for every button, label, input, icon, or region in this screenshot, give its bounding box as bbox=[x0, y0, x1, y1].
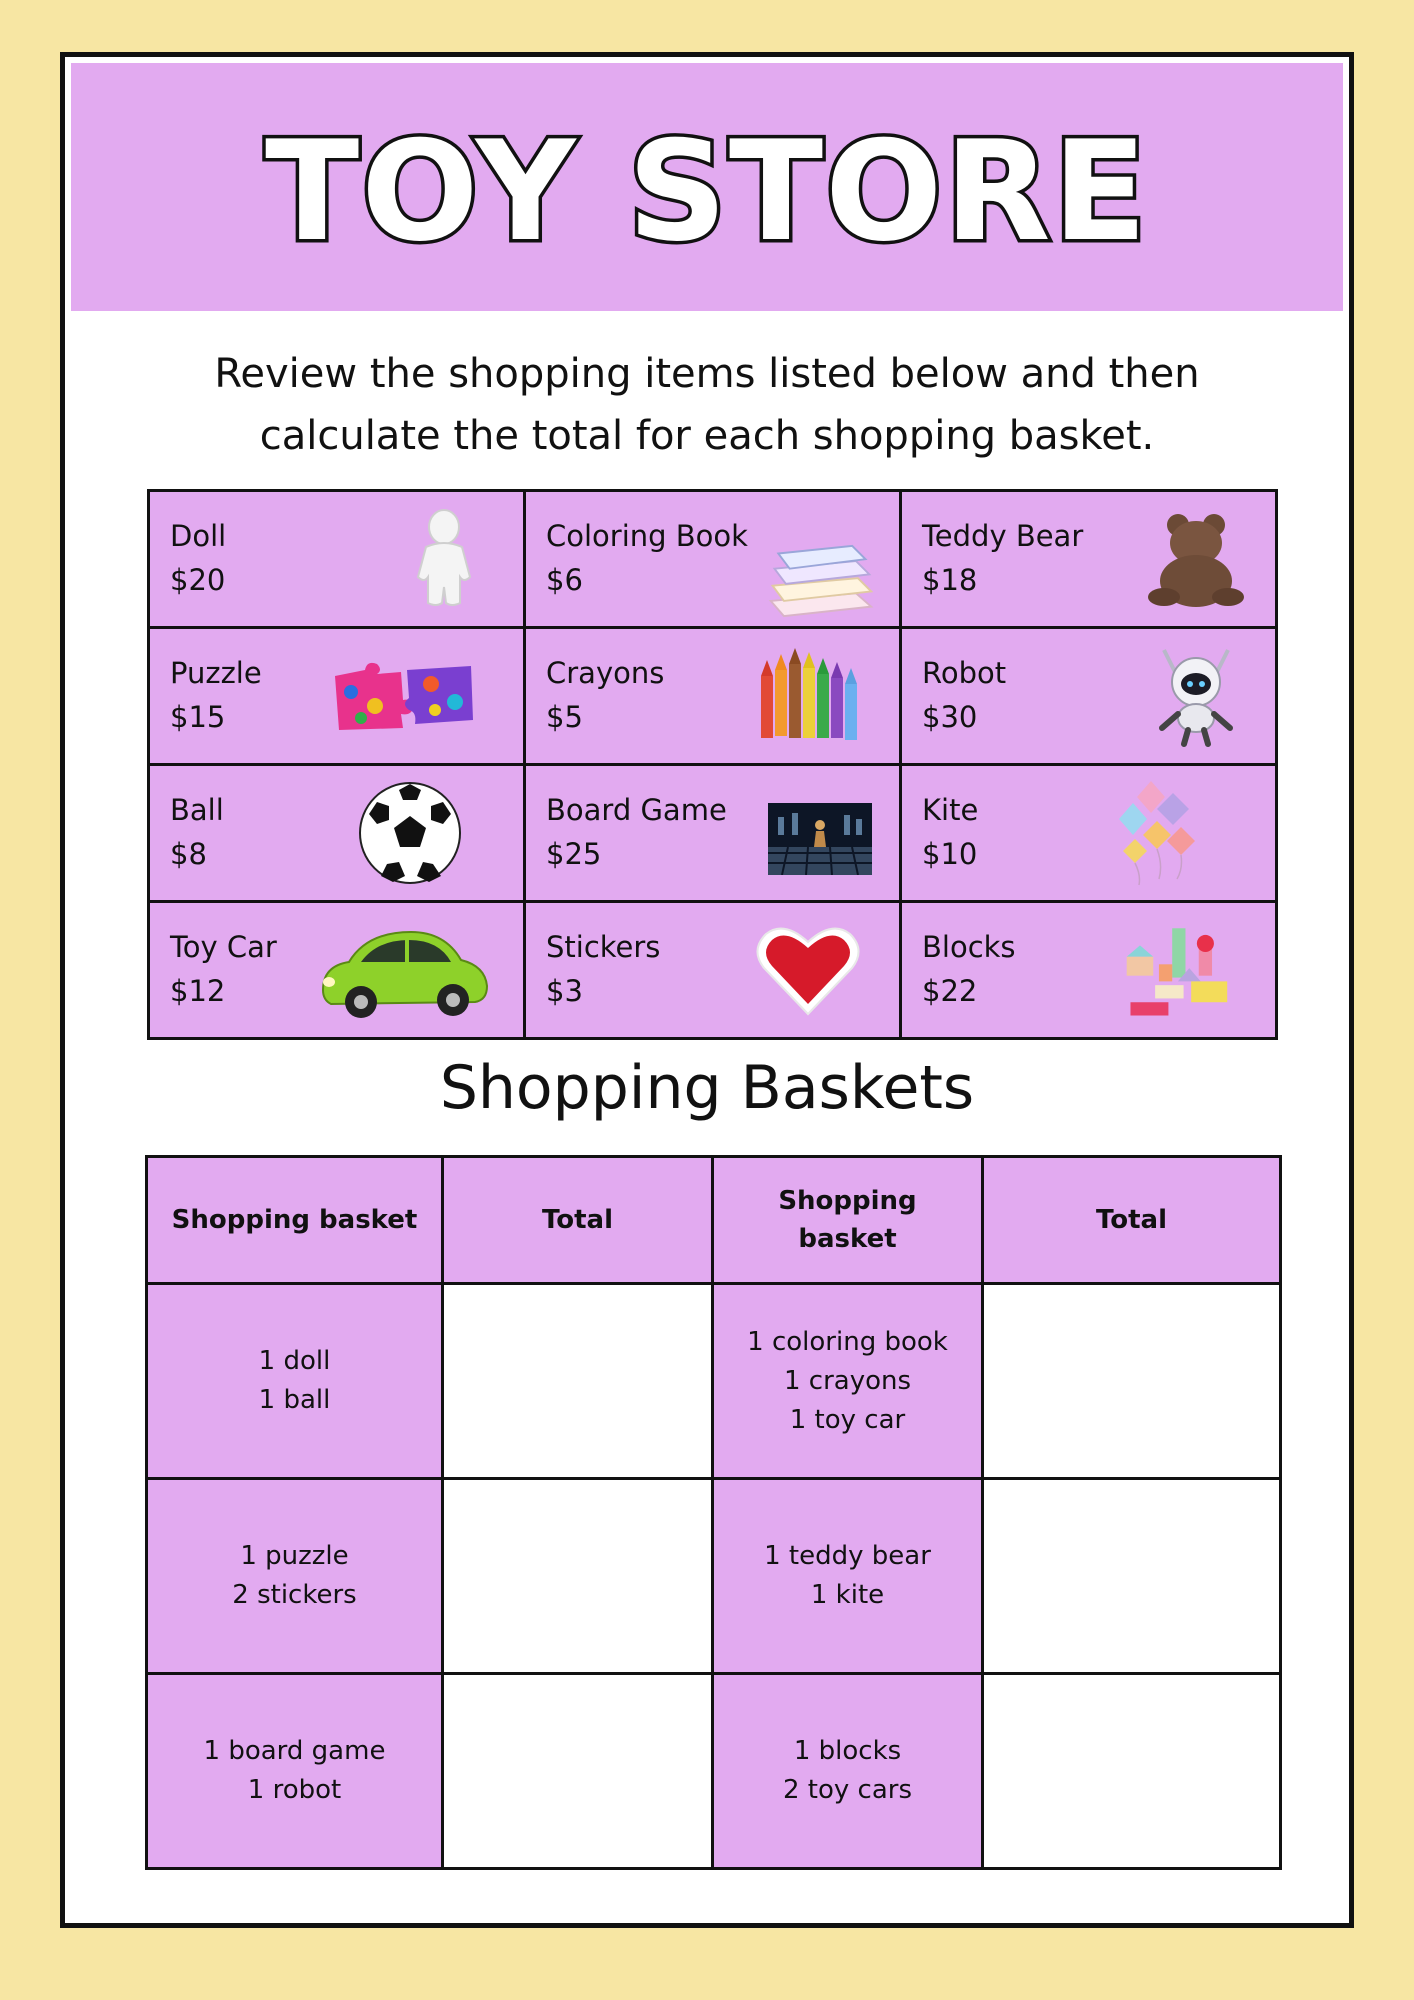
item-cell-robot bbox=[901, 628, 1277, 765]
item-price: $25 bbox=[546, 837, 602, 871]
item-price: $8 bbox=[170, 837, 207, 871]
column-header: Total bbox=[443, 1157, 713, 1284]
basket-item: 1 puzzle bbox=[240, 1541, 349, 1571]
item-price: $15 bbox=[170, 700, 226, 734]
basket-item: 1 blocks bbox=[793, 1736, 902, 1766]
item-name: Toy Car bbox=[170, 930, 277, 964]
basket-contents bbox=[713, 1674, 983, 1869]
chess-board-icon bbox=[767, 802, 873, 876]
item-name: Kite bbox=[922, 793, 979, 827]
total-answer-box[interactable] bbox=[443, 1674, 713, 1869]
instructions-line-2: calculate the total for each shopping basket. bbox=[259, 413, 1155, 459]
total-answer-box[interactable] bbox=[443, 1284, 713, 1479]
item-price: $20 bbox=[170, 563, 226, 597]
basket-contents bbox=[713, 1284, 983, 1479]
price-list-table bbox=[147, 489, 1278, 1040]
item-name: Robot bbox=[922, 656, 1007, 690]
item-name: Puzzle bbox=[170, 656, 262, 690]
item-name: Doll bbox=[170, 519, 227, 553]
robot-icon bbox=[1141, 643, 1251, 749]
instructions bbox=[165, 343, 1249, 467]
basket-item: 1 doll bbox=[258, 1346, 331, 1376]
soccer-ball-icon bbox=[355, 780, 465, 886]
total-answer-box[interactable] bbox=[443, 1479, 713, 1674]
puzzle-icon bbox=[329, 643, 479, 749]
table-row bbox=[147, 1284, 1281, 1479]
item-cell-board-game bbox=[525, 765, 901, 902]
basket-item: 1 crayons bbox=[783, 1365, 912, 1396]
shopping-baskets-table bbox=[145, 1155, 1282, 1870]
item-name: Ball bbox=[170, 793, 224, 827]
column-header: Total bbox=[983, 1157, 1281, 1284]
item-cell-toy-car bbox=[149, 902, 525, 1039]
item-price: $30 bbox=[922, 700, 978, 734]
kite-icon bbox=[1101, 780, 1211, 886]
item-cell-coloring-book bbox=[525, 491, 901, 628]
page-title: TOY STORE bbox=[265, 111, 1149, 272]
basket-item: 2 stickers bbox=[232, 1580, 357, 1610]
total-answer-box[interactable] bbox=[983, 1284, 1281, 1479]
basket-contents bbox=[147, 1479, 443, 1674]
total-answer-box[interactable] bbox=[983, 1479, 1281, 1674]
basket-contents bbox=[147, 1674, 443, 1869]
item-price: $22 bbox=[922, 974, 978, 1008]
item-cell-stickers bbox=[525, 902, 901, 1039]
item-name: Blocks bbox=[922, 930, 1016, 964]
table-row bbox=[147, 1479, 1281, 1674]
basket-item: 2 toy cars bbox=[782, 1775, 913, 1805]
total-answer-box[interactable] bbox=[983, 1674, 1281, 1869]
instructions-line-1: Review the shopping items listed below and then bbox=[214, 351, 1200, 397]
item-cell-puzzle bbox=[149, 628, 525, 765]
column-header: Shopping basket bbox=[147, 1157, 443, 1284]
toy-car-icon bbox=[313, 919, 493, 1025]
basket-item: 1 teddy bear bbox=[764, 1541, 931, 1571]
item-cell-doll bbox=[149, 491, 525, 628]
item-price: $5 bbox=[546, 700, 583, 734]
item-price: $18 bbox=[922, 563, 978, 597]
basket-item: 1 ball bbox=[258, 1385, 331, 1415]
item-name: Coloring Book bbox=[546, 519, 748, 553]
item-cell-kite bbox=[901, 765, 1277, 902]
basket-contents bbox=[713, 1479, 983, 1674]
item-name: Stickers bbox=[546, 930, 661, 964]
item-name: Crayons bbox=[546, 656, 665, 690]
teddy-bear-icon bbox=[1141, 506, 1251, 612]
item-cell-crayons bbox=[525, 628, 901, 765]
basket-item: 1 kite bbox=[810, 1580, 885, 1610]
table-header-row bbox=[147, 1157, 1281, 1284]
crayons-icon bbox=[753, 643, 863, 749]
item-name: Board Game bbox=[546, 793, 727, 827]
item-price: $10 bbox=[922, 837, 978, 871]
heart-sticker-icon bbox=[753, 917, 863, 1023]
item-price: $3 bbox=[546, 974, 583, 1008]
item-cell-blocks bbox=[901, 902, 1277, 1039]
coloring-book-icon bbox=[765, 528, 875, 634]
blocks-icon bbox=[1121, 917, 1231, 1023]
column-header: Shopping basket bbox=[713, 1157, 983, 1284]
item-price: $6 bbox=[546, 563, 583, 597]
basket-item: 1 coloring book bbox=[747, 1326, 948, 1357]
section-title: Shopping Baskets bbox=[439, 1053, 975, 1123]
item-name: Teddy Bear bbox=[922, 519, 1084, 553]
item-price: $12 bbox=[170, 974, 226, 1008]
worksheet-page bbox=[60, 52, 1354, 1928]
basket-item: 1 robot bbox=[247, 1775, 342, 1805]
basket-contents bbox=[147, 1284, 443, 1479]
table-row bbox=[147, 1674, 1281, 1869]
basket-item: 1 board game bbox=[203, 1736, 386, 1766]
title-banner bbox=[71, 63, 1343, 311]
item-cell-teddy-bear bbox=[901, 491, 1277, 628]
basket-item: 1 toy car bbox=[789, 1404, 906, 1435]
doll-icon bbox=[389, 506, 499, 612]
item-cell-ball bbox=[149, 765, 525, 902]
